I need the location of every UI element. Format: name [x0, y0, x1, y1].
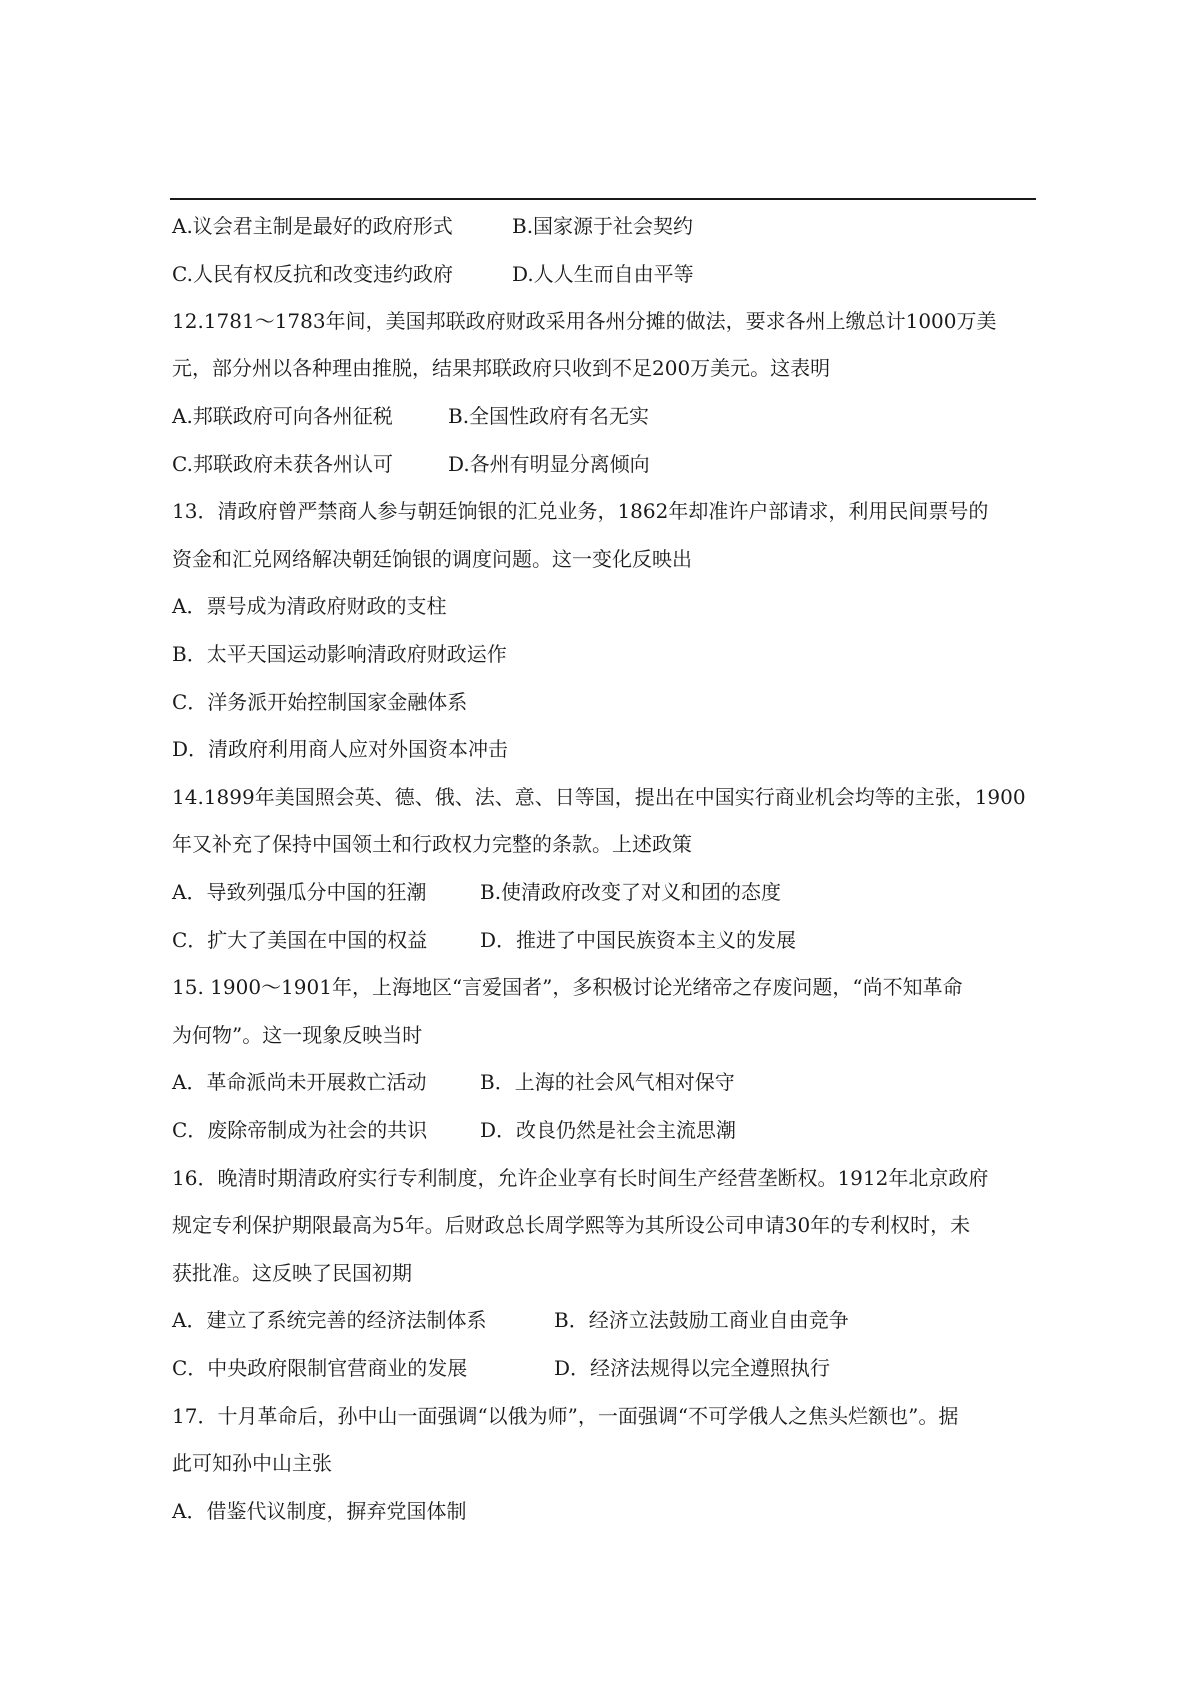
- q12-option-b: B.全国性政府有名无实: [448, 404, 650, 428]
- q13-stem-line-2: 资金和汇兑网络解决朝廷饷银的调度问题。这一变化反映出: [172, 547, 692, 571]
- q13-option-d: D．清政府利用商人应对外国资本冲击: [172, 737, 509, 761]
- q11-option-b: B.国家源于社会契约: [512, 214, 694, 238]
- q15-stem-line-2: 为何物”。这一现象反映当时: [172, 1023, 423, 1047]
- q16-option-a: A．建立了系统完善的经济法制体系: [172, 1308, 487, 1332]
- q12-stem-line-1: 12.1781～1783年间，美国邦联政府财政采用各州分摊的做法，要求各州上缴总计1000万美: [172, 309, 997, 333]
- q16-stem-line-1: 16．晚清时期清政府实行专利制度，允许企业享有长时间生产经营垄断权。1912年北京政府: [172, 1166, 989, 1190]
- q17-stem-line-2: 此可知孙中山主张: [172, 1451, 332, 1475]
- q12-stem-line-2: 元，部分州以各种理由推脱，结果邦联政府只收到不足200万美元。这表明: [172, 356, 831, 380]
- q16-option-d: D．经济法规得以完全遵照执行: [554, 1356, 831, 1380]
- q13-option-c: C．洋务派开始控制国家金融体系: [172, 690, 468, 714]
- q12-option-d: D.各州有明显分离倾向: [448, 452, 650, 476]
- q14-option-b: B.使清政府改变了对义和团的态度: [480, 880, 782, 904]
- q17-stem-line-1: 17．十月革命后，孙中山一面强调“以俄为师”，一面强调“不可学俄人之焦头烂额也”。据: [172, 1404, 959, 1428]
- q16-stem-line-2: 规定专利保护期限最高为5年。后财政总长周学熙等为其所设公司申请30年的专利权时，未: [172, 1213, 971, 1237]
- q14-option-c: C．扩大了美国在中国的权益: [172, 928, 428, 952]
- q15-option-d: D．改良仍然是社会主流思潮: [480, 1118, 737, 1142]
- q15-option-c: C．废除帝制成为社会的共识: [172, 1118, 428, 1142]
- q13-stem-line-1: 13．清政府曾严禁商人参与朝廷饷银的汇兑业务，1862年却准许户部请求，利用民间票号的: [172, 499, 989, 523]
- q14-stem-line-1: 14.1899年美国照会英、德、俄、法、意、日等国，提出在中国实行商业机会均等的主张，1900: [172, 785, 1026, 809]
- q15-stem-line-1: 15. 1900～1901年，上海地区“言爱国者”，多积极讨论光绪帝之存废问题，“尚不知革命: [172, 975, 963, 999]
- header-rule: [170, 198, 1036, 200]
- q14-option-d: D．推进了中国民族资本主义的发展: [480, 928, 797, 952]
- q16-option-c: C．中央政府限制官营商业的发展: [172, 1356, 468, 1380]
- q16-stem-line-3: 获批准。这反映了民国初期: [172, 1261, 412, 1285]
- q16-option-b: B．经济立法鼓励工商业自由竞争: [554, 1308, 849, 1332]
- q12-option-a: A.邦联政府可向各州征税: [172, 404, 393, 428]
- q12-option-c: C.邦联政府未获各州认可: [172, 452, 393, 476]
- q17-option-a: A．借鉴代议制度，摒弃党国体制: [172, 1499, 467, 1523]
- q11-option-c: C.人民有权反抗和改变违约政府: [172, 262, 453, 286]
- q11-option-d: D.人人生而自由平等: [512, 262, 694, 286]
- q14-stem-line-2: 年又补充了保持中国领土和行政权力完整的条款。上述政策: [172, 832, 692, 856]
- q15-option-a: A．革命派尚未开展救亡活动: [172, 1070, 427, 1094]
- q11-option-a: A.议会君主制是最好的政府形式: [172, 214, 453, 238]
- q13-option-b: B．太平天国运动影响清政府财政运作: [172, 642, 507, 666]
- q15-option-b: B．上海的社会风气相对保守: [480, 1070, 735, 1094]
- q14-option-a: A．导致列强瓜分中国的狂潮: [172, 880, 427, 904]
- q13-option-a: A．票号成为清政府财政的支柱: [172, 594, 447, 618]
